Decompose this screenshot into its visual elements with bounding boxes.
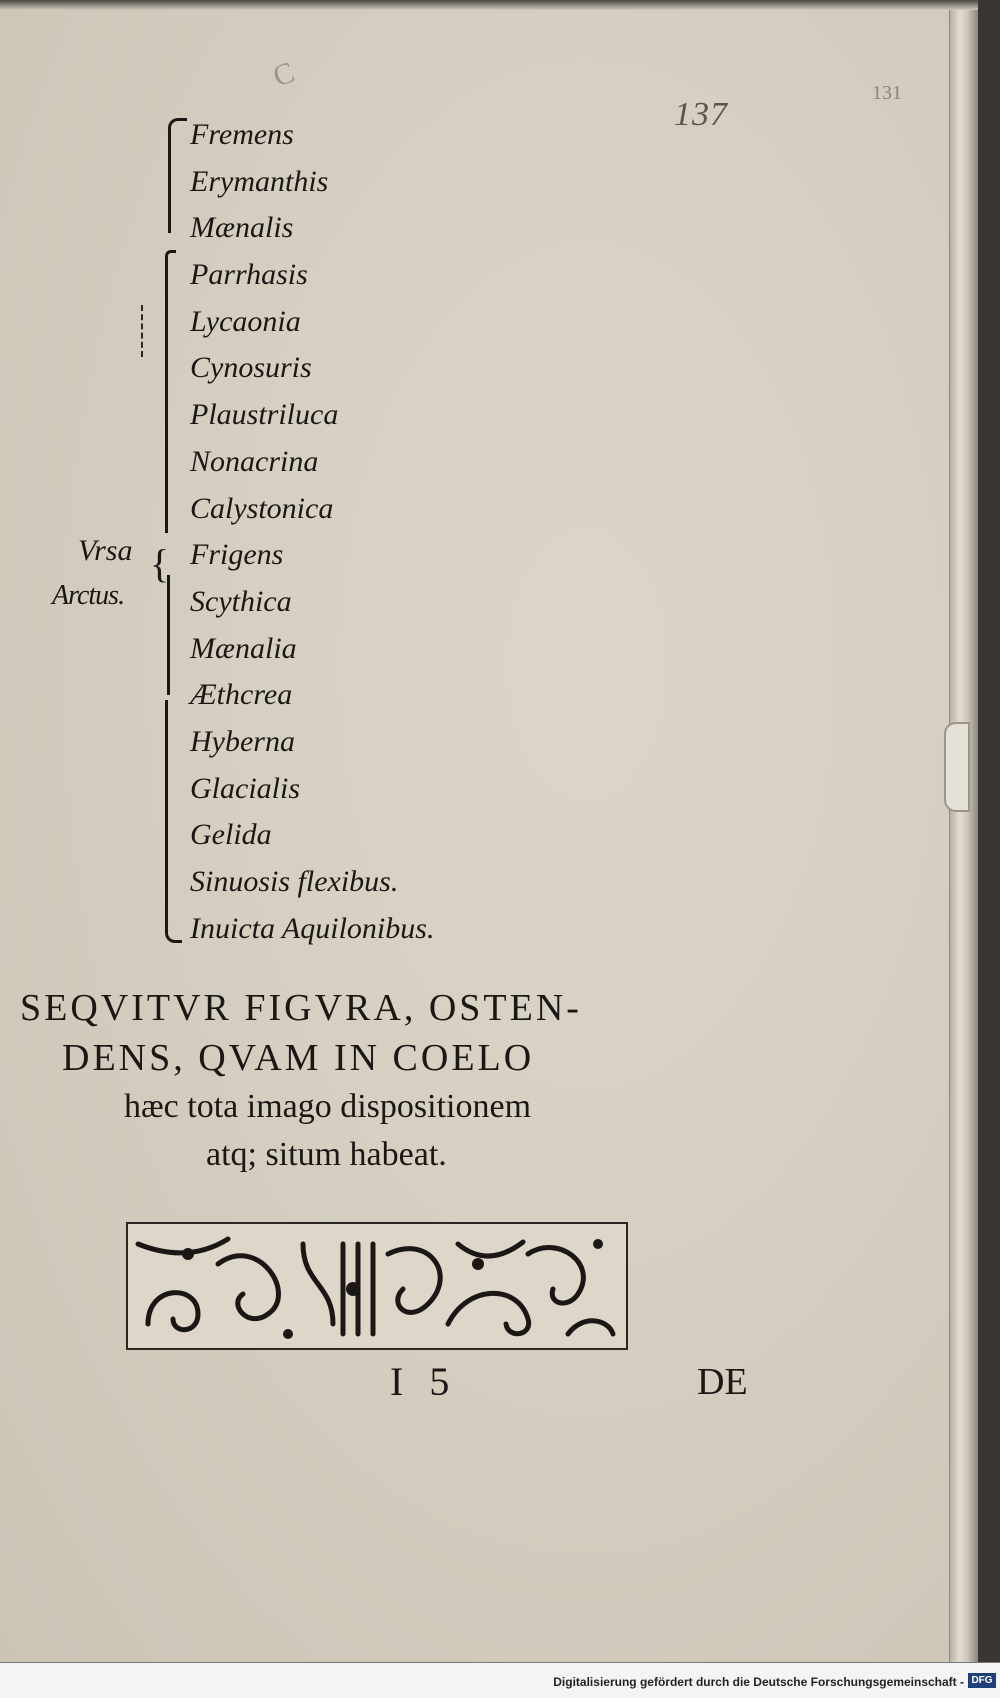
list-item: Gelida (190, 818, 272, 852)
list-item: Erymanthis (190, 164, 329, 198)
footer-credit: Digitalisierung gefördert durch die Deutsche Forschungsgemeinschaft - (553, 1675, 964, 1689)
list-item: Sinuosis flexibus. (190, 865, 399, 898)
list-item: Nonacrina (190, 444, 319, 478)
list-item: Æthcrea (190, 678, 293, 712)
pencil-mark: C (268, 55, 299, 94)
list-item: Lycaonia (190, 304, 301, 338)
brace-segment-top (168, 118, 187, 233)
list-item: Hyberna (190, 724, 295, 758)
catchword: DE (697, 1361, 748, 1403)
section-heading (20, 983, 760, 1179)
brace-segment-bottom (165, 700, 182, 943)
list-item: Cynosuris (190, 351, 312, 385)
list-item: Scythica (190, 584, 292, 618)
list-item: Calystonica (190, 491, 334, 525)
dfg-logo-icon: DFG (968, 1673, 996, 1688)
label-arctus: Arctus. (52, 580, 125, 611)
brace-segment-middle-upper (165, 250, 176, 533)
signature-mark: I 5 (390, 1359, 458, 1404)
page-edge (949, 10, 978, 1662)
woodcut-ornament-icon (126, 1222, 628, 1350)
epithet-list (190, 112, 434, 952)
dashed-rule (141, 305, 143, 357)
page-top-shadow (0, 0, 978, 10)
brace-segment-middle-lower (167, 575, 178, 695)
handwritten-folio-number: 137 (674, 96, 728, 133)
digitization-footer (0, 1662, 1000, 1698)
list-item: Inuicta Aquilonibus. (190, 911, 435, 945)
heading-line-1: SEQVITVR FIGVRA, OSTEN- (20, 987, 582, 1029)
brace-point-icon: { (150, 541, 170, 586)
heading-line-3: hæc tota imago dispositionem (124, 1088, 532, 1125)
list-item: Mænalia (190, 631, 297, 665)
list-item: Fremens (190, 118, 294, 151)
label-ursa: Vrsa (78, 534, 133, 567)
heading-line-2: DENS, QVAM IN COELO (62, 1037, 535, 1079)
page-clip (944, 722, 970, 812)
list-item: Mænalis (190, 211, 294, 245)
list-item: Frigens (190, 538, 284, 572)
list-item: Glacialis (190, 771, 300, 805)
list-item: Parrhasis (190, 258, 308, 292)
heading-line-4: atq; situm habeat. (206, 1136, 447, 1173)
ornament-drawing (128, 1224, 626, 1348)
list-item: Plaustriluca (190, 398, 339, 432)
corner-note: 131 (872, 82, 902, 104)
